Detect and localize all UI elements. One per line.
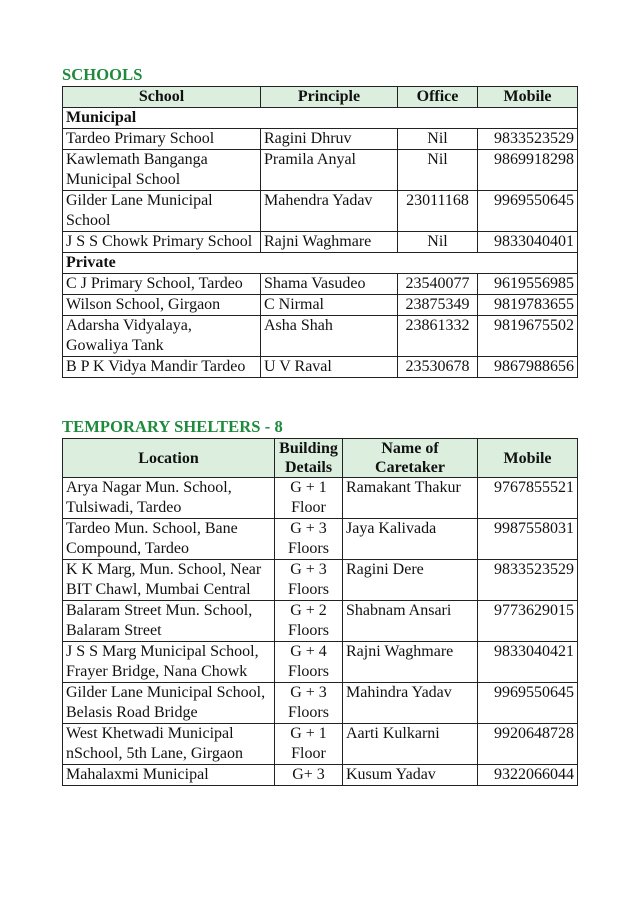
caretaker-name: Jaya Kalivada — [343, 519, 478, 560]
mobile-number: 9833523529 — [478, 129, 578, 150]
table-row — [63, 295, 578, 316]
school-name: C J Primary School, Tardeo — [63, 274, 261, 295]
mobile-number: 9867988656 — [478, 357, 578, 378]
schools-header-row — [63, 87, 578, 108]
col-header-mobile: Mobile — [478, 87, 578, 108]
mobile-number: 9767855521 — [478, 478, 578, 519]
building-unit: Floor — [291, 499, 326, 516]
office-number: 23530678 — [398, 357, 478, 378]
school-name: B P K Vidya Mandir Tardeo — [63, 357, 261, 378]
table-row — [63, 316, 578, 357]
building-details — [275, 519, 343, 560]
building-floors: G + 2 — [290, 602, 327, 619]
principle-name: Mahendra Yadav — [261, 191, 398, 232]
col-header-caretaker — [343, 439, 478, 478]
office-number: 23875349 — [398, 295, 478, 316]
mobile-number: 9920648728 — [478, 724, 578, 765]
building-floors: G + 1 — [290, 479, 327, 496]
table-row — [63, 232, 578, 253]
principle-name: C Nirmal — [261, 295, 398, 316]
caretaker-name: Kusum Yadav — [343, 765, 478, 786]
table-row — [63, 601, 578, 642]
header-line: Building — [279, 440, 338, 457]
principle-name: Asha Shah — [261, 316, 398, 357]
table-row — [63, 129, 578, 150]
shelters-table — [62, 438, 578, 786]
building-details — [275, 560, 343, 601]
table-row — [63, 560, 578, 601]
table-row — [63, 191, 578, 232]
table-row — [63, 519, 578, 560]
table-row — [63, 642, 578, 683]
location-name: Mahalaxmi Municipal — [63, 765, 275, 786]
mobile-number: 9969550645 — [478, 191, 578, 232]
mobile-number: 9833040421 — [478, 642, 578, 683]
schools-table — [62, 86, 578, 378]
location-name: West Khetwadi Municipal nSchool, 5th Lane, Girgaon — [63, 724, 275, 765]
header-line: Name of — [381, 440, 439, 457]
principle-name: Ragini Dhruv — [261, 129, 398, 150]
group-row-private — [63, 253, 578, 274]
mobile-number: 9869918298 — [478, 150, 578, 191]
header-line: Caretaker — [375, 459, 445, 476]
mobile-number: 9833040401 — [478, 232, 578, 253]
table-row — [63, 357, 578, 378]
shelters-header-row — [63, 439, 578, 478]
location-name: Arya Nagar Mun. School, Tulsiwadi, Tardeo — [63, 478, 275, 519]
principle-name: Pramila Anyal — [261, 150, 398, 191]
building-floors: G+ 3 — [292, 766, 325, 783]
building-floors: G + 3 — [290, 684, 327, 701]
building-details — [275, 478, 343, 519]
building-unit: Floor — [291, 745, 326, 762]
col-header-school: School — [63, 87, 261, 108]
table-row — [63, 683, 578, 724]
building-floors: G + 4 — [290, 643, 327, 660]
office-number: Nil — [398, 150, 478, 191]
mobile-number: 9773629015 — [478, 601, 578, 642]
building-unit: Floors — [288, 622, 329, 639]
col-header-office: Office — [398, 87, 478, 108]
location-name: Gilder Lane Municipal School, Belasis Road Bridge — [63, 683, 275, 724]
mobile-number: 9322066044 — [478, 765, 578, 786]
building-floors: G + 3 — [290, 520, 327, 537]
mobile-number: 9969550645 — [478, 683, 578, 724]
table-row — [63, 724, 578, 765]
mobile-number: 9987558031 — [478, 519, 578, 560]
table-row — [63, 274, 578, 295]
building-floors: G + 1 — [290, 725, 327, 742]
col-header-location: Location — [63, 439, 275, 478]
building-unit: Floors — [288, 581, 329, 598]
group-label: Private — [63, 253, 578, 274]
office-number: 23540077 — [398, 274, 478, 295]
building-unit: Floors — [288, 704, 329, 721]
building-unit: Floors — [288, 663, 329, 680]
table-row — [63, 478, 578, 519]
building-details — [275, 724, 343, 765]
office-number: 23011168 — [398, 191, 478, 232]
table-row — [63, 150, 578, 191]
group-label: Municipal — [63, 108, 578, 129]
school-name: Wilson School, Girgaon — [63, 295, 261, 316]
mobile-number: 9619556985 — [478, 274, 578, 295]
principle-name: U V Raval — [261, 357, 398, 378]
caretaker-name: Ramakant Thakur — [343, 478, 478, 519]
header-line: Details — [284, 459, 333, 476]
office-number: Nil — [398, 129, 478, 150]
location-name: J S S Marg Municipal School, Frayer Bridge, Nana Chowk — [63, 642, 275, 683]
caretaker-name: Rajni Waghmare — [343, 642, 478, 683]
location-name: Tardeo Mun. School, Bane Compound, Tardeo — [63, 519, 275, 560]
building-details — [275, 765, 343, 786]
caretaker-name: Aarti Kulkarni — [343, 724, 478, 765]
building-floors: G + 3 — [290, 561, 327, 578]
col-header-building — [275, 439, 343, 478]
office-number: 23861332 — [398, 316, 478, 357]
building-details — [275, 642, 343, 683]
mobile-number: 9819675502 — [478, 316, 578, 357]
school-name: Kawlemath Banganga Municipal School — [63, 150, 261, 191]
building-details — [275, 683, 343, 724]
principle-name: Shama Vasudeo — [261, 274, 398, 295]
group-row-municipal — [63, 108, 578, 129]
col-header-principle: Principle — [261, 87, 398, 108]
building-unit: Floors — [288, 540, 329, 557]
caretaker-name: Shabnam Ansari — [343, 601, 478, 642]
schools-title: SCHOOLS — [62, 65, 143, 84]
caretaker-name: Mahindra Yadav — [343, 683, 478, 724]
location-name: Balaram Street Mun. School, Balaram Street — [63, 601, 275, 642]
mobile-number: 9819783655 — [478, 295, 578, 316]
principle-name: Rajni Waghmare — [261, 232, 398, 253]
school-name: J S S Chowk Primary School — [63, 232, 261, 253]
building-details — [275, 601, 343, 642]
caretaker-name: Ragini Dere — [343, 560, 478, 601]
table-row — [63, 765, 578, 786]
shelters-title: TEMPORARY SHELTERS - 8 — [62, 417, 283, 436]
school-name: Tardeo Primary School — [63, 129, 261, 150]
location-name: K K Marg, Mun. School, Near BIT Chawl, Mumbai Central — [63, 560, 275, 601]
school-name: Adarsha Vidyalaya, Gowaliya Tank — [63, 316, 261, 357]
office-number: Nil — [398, 232, 478, 253]
mobile-number: 9833523529 — [478, 560, 578, 601]
school-name: Gilder Lane Municipal School — [63, 191, 261, 232]
col-header-mobile: Mobile — [478, 439, 578, 478]
